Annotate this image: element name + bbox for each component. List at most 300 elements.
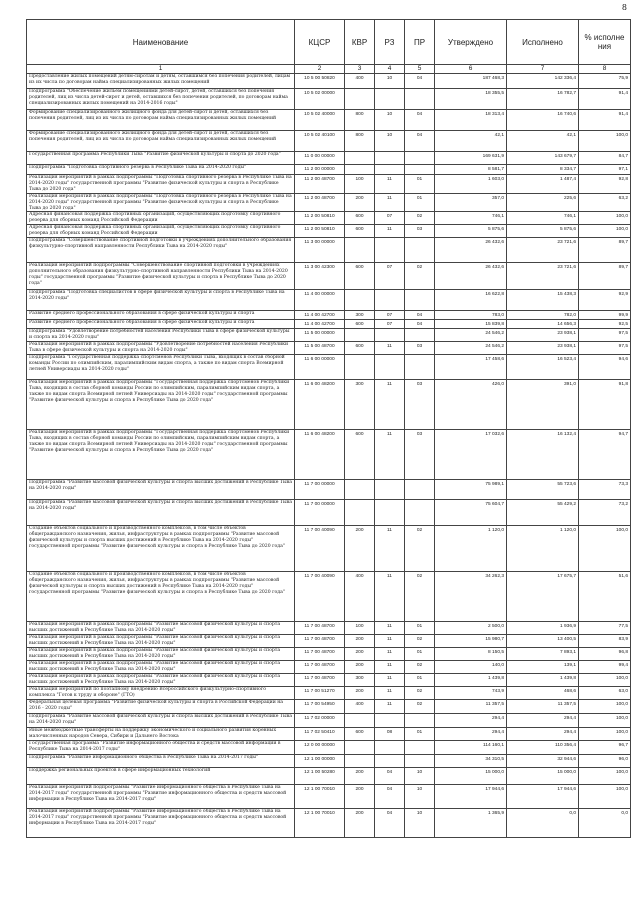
cell-kcsr: 11 7 00 00000 [295,480,345,500]
cell-kvr: 600 [345,342,375,355]
cell-kvr: 300 [345,311,375,320]
table-row [27,311,631,320]
cell-pr: 02 [405,572,435,622]
cell-kcsr: 11 3 00 00000 [295,238,345,263]
cell-approved: 5 875,6 [435,225,507,238]
cell-kvr: 200 [345,785,375,809]
cell-rz: 04 [375,809,405,838]
cell-kcsr: 11 7 00 40090 [295,572,345,622]
table-row [27,238,631,263]
cell-name: Реализация мероприятий в рамках подпрограммы "Государственная поддержка спортсменов Республики Тыва, входящих в состав сборной команды России по олимпийским, паралимпийским видам спорта, а также по видам спорта Всемирной летней Универсиады на 2014-2020 годы" государственной программы "Развитие физической культуры и спорта в Республике Тыва до 2020 года" [27,380,295,430]
cell-name: Подпрограмма "Обеспечение жильем помещениями детей-сирот, детей, оставшихся без попечения родителей, лиц из числа детей-сирот и детей, оставшихся без попечения родителей, по договорам найма специализированных жилых помещений на 2014-2016 годы" [27,89,295,110]
cell-percent: 100,0 [579,131,631,152]
column-number: 3 [345,65,375,74]
cell-rz [375,329,405,342]
cell-name: Развитие среднего профессионального образования в сфере физической культуры и спорта [27,320,295,329]
cell-kvr: 400 [345,74,375,89]
cell-kcsr: 11 7 00 48700 [295,661,345,674]
cell-executed: 1 120,0 [507,526,579,572]
column-number: 1 [27,65,295,74]
cell-rz: 11 [375,225,405,238]
table-row [27,131,631,152]
cell-pr [405,329,435,342]
table-row [27,572,631,622]
cell-pr: 03 [405,225,435,238]
cell-percent: 73,2 [579,500,631,526]
cell-name: Адресная финансовая поддержка спортивных организаций, осуществляющих подготовку спортивного резерва для сборных команд Российской Федерации [27,225,295,238]
cell-kvr [345,755,375,768]
cell-kcsr: 12 1 00 00000 [295,755,345,768]
cell-pr: 01 [405,674,435,687]
cell-kvr: 800 [345,110,375,131]
cell-rz: 11 [375,635,405,648]
column-number: 7 [507,65,579,74]
table-row [27,785,631,809]
cell-kcsr: 10 5 02 40000 [295,110,345,131]
cell-percent: 63,2 [579,194,631,212]
cell-approved: 75 989,1 [435,480,507,500]
cell-name: Государственная программа Республики Тыва "Развитие физической культуры и спорта до 2020 года" [27,152,295,165]
table-row [27,290,631,311]
table-row [27,320,631,329]
cell-executed: 8 334,7 [507,165,579,175]
table-row [27,329,631,342]
cell-executed: 42,1 [507,131,579,152]
table-row [27,741,631,755]
header-pr: ПР [405,20,435,65]
table-row [27,687,631,700]
cell-kvr: 800 [345,131,375,152]
cell-pr: 04 [405,311,435,320]
cell-approved: 15 980,7 [435,635,507,648]
table-row [27,500,631,526]
cell-percent: 99,9 [579,311,631,320]
cell-kcsr: 10 5 00 50820 [295,74,345,89]
cell-executed: 13 400,5 [507,635,579,648]
table-row [27,263,631,290]
table-row [27,635,631,648]
cell-executed: 782,0 [507,311,579,320]
cell-percent: 77,5 [579,622,631,635]
cell-name: Подпрограмма "Развитие массовой физической культуры и спорта высших достижений в Республике Тыва на 2014-2020 годы" [27,480,295,500]
cell-rz: 07 [375,311,405,320]
page-number: 8 [621,3,627,12]
cell-kvr: 600 [345,430,375,480]
cell-pr: 10 [405,785,435,809]
table-row [27,194,631,212]
cell-pr [405,480,435,500]
cell-approved: 114 160,1 [435,741,507,755]
cell-kcsr: 12 1 00 50280 [295,768,345,785]
cell-name: Формирование специализированного жилищного фонда для детей-сирот и детей, оставшихся без попечения родителей, лиц из их числа по договорам найма специализированных жилых помещений [27,131,295,152]
cell-executed: 294,4 [507,728,579,741]
cell-executed: 468,6 [507,687,579,700]
cell-name: Подпрограмма "Подготовка спортивного резерва в Республике Тыва на 2014-2020 годы" [27,165,295,175]
cell-kvr [345,329,375,342]
cell-executed: 32 944,6 [507,755,579,768]
cell-percent: 100,0 [579,728,631,741]
cell-name: Реализация мероприятий в рамках подпрограммы "Удовлетворение потребностей населения Республики Тыва в сфере физической культуры и спорта на 2014-2020 годы" [27,342,295,355]
cell-rz: 08 [375,728,405,741]
cell-rz: 11 [375,687,405,700]
cell-percent: 100,0 [579,785,631,809]
cell-percent: 89,7 [579,238,631,263]
cell-pr [405,89,435,110]
cell-rz: 11 [375,175,405,194]
header-rz: РЗ [375,20,405,65]
cell-pr: 02 [405,212,435,225]
cell-executed: 0,0 [507,809,579,838]
cell-pr [405,165,435,175]
cell-approved: 15 839,8 [435,320,507,329]
table-body [27,74,631,838]
cell-kcsr: 12 1 00 70010 [295,785,345,809]
cell-rz: 11 [375,526,405,572]
table-row [27,728,631,741]
cell-percent: 91,4 [579,110,631,131]
cell-kcsr: 11 4 00 00000 [295,290,345,311]
cell-approved: 34 310,5 [435,755,507,768]
cell-name: Реализация мероприятий в рамках подпрограммы "Развитие массовой физической культуры и спорта высших достижений в Республике Тыва на 2014-2020 годы" [27,635,295,648]
cell-approved: 426,0 [435,380,507,430]
cell-kcsr: 11 7 00 00000 [295,500,345,526]
cell-kcsr: 11 5 00 00000 [295,329,345,342]
cell-approved: 24 546,2 [435,342,507,355]
cell-kvr: 200 [345,526,375,572]
cell-pr: 02 [405,687,435,700]
cell-name: Реализация мероприятий в рамках подпрограммы "Развитие массовой физической культуры и спорта высших достижений в Республике Тыва на 2014-2020 годы" [27,648,295,661]
cell-name: Подпрограмма "Развитие массовой физической культуры и спорта высших достижений в Республике Тыва на 2014-2020 годы" [27,714,295,728]
cell-pr [405,238,435,263]
cell-name: Адресная финансовая поддержка спортивных организаций, осуществляющих подготовку спортивного резерва для сборных команд Российской Федерации [27,212,295,225]
table-row [27,165,631,175]
header-executed: Исполнено [507,20,579,65]
cell-percent: 92,9 [579,290,631,311]
table-row [27,152,631,165]
cell-percent: 94,7 [579,430,631,480]
cell-rz [375,290,405,311]
cell-percent: 99,4 [579,661,631,674]
cell-executed: 15 438,3 [507,290,579,311]
cell-name: Развитие среднего профессионального образования в сфере физической культуры и спорта [27,311,295,320]
cell-kvr: 600 [345,225,375,238]
cell-executed: 55 429,2 [507,500,579,526]
cell-percent: 63,0 [579,687,631,700]
cell-pr: 10 [405,768,435,785]
cell-kcsr: 11 7 00 48700 [295,635,345,648]
cell-kcsr: 12 0 00 00000 [295,741,345,755]
cell-pr: 03 [405,430,435,480]
cell-executed: 23 721,6 [507,238,579,263]
cell-rz: 11 [375,648,405,661]
cell-percent: 96,8 [579,648,631,661]
cell-rz: 11 [375,622,405,635]
cell-approved: 294,4 [435,728,507,741]
cell-approved: 18 355,5 [435,89,507,110]
header-approved: Утверждено [435,20,507,65]
cell-rz: 11 [375,674,405,687]
header-percent: % исполне ния [579,20,631,65]
cell-kcsr: 10 5 02 40100 [295,131,345,152]
cell-pr: 02 [405,526,435,572]
cell-pr [405,755,435,768]
cell-percent: 92,8 [579,175,631,194]
cell-executed: 16 740,6 [507,110,579,131]
cell-percent: 97,1 [579,165,631,175]
cell-kcsr: 11 4 00 42700 [295,320,345,329]
cell-approved: 17 458,6 [435,355,507,380]
cell-kvr: 200 [345,194,375,212]
cell-rz [375,500,405,526]
cell-executed: 294,4 [507,714,579,728]
cell-pr [405,741,435,755]
table-row [27,768,631,785]
cell-kcsr: 11 7 00 48700 [295,622,345,635]
cell-name: Реализация мероприятий по поэтапному внедрению Всероссийского физкультурно-спортивного комплекса "Готов к труду и обороне" (ГТО) [27,687,295,700]
cell-kcsr: 11 7 00 48700 [295,648,345,661]
cell-percent: 100,0 [579,714,631,728]
cell-executed: 1 487,4 [507,175,579,194]
cell-executed: 1 439,8 [507,674,579,687]
cell-percent: 97,5 [579,342,631,355]
cell-executed: 16 782,7 [507,89,579,110]
header-row [27,20,631,65]
cell-kvr: 100 [345,175,375,194]
cell-approved: 1 439,8 [435,674,507,687]
cell-executed: 23 721,6 [507,263,579,290]
cell-executed: 746,1 [507,212,579,225]
cell-pr: 02 [405,263,435,290]
cell-kcsr: 11 7 02 00000 [295,714,345,728]
cell-name: Реализация мероприятий подпрограммы "Развитие информационного общества в Республике Тыва на 2014-2017 годы" государственной программы "Развитие информационного общества и средств массовой информации в Республике Тыва на 2014-2017 годы" [27,785,295,809]
cell-pr: 01 [405,648,435,661]
cell-pr: 01 [405,622,435,635]
cell-kcsr: 11 2 00 50810 [295,225,345,238]
cell-pr: 04 [405,131,435,152]
cell-percent: 100,0 [579,526,631,572]
cell-name: Создание объектов социального и производственного комплексов, в том числе объектов общегражданского назначения, жилья, инфраструктуры в рамках подпрограммы "Развитие массовой физической культуры и спорта высших достижений в Республике Тыва на 2014-2020 годы" государственной программы "Развитие физической культуры и спорта в Республике Тыва до 2020 года" [27,526,295,572]
cell-executed: 16 523,4 [507,355,579,380]
cell-name: Реализация мероприятий в рамках подпрограммы "Развитие массовой физической культуры и спорта высших достижений в Республике Тыва на 2014-2020 годы" [27,674,295,687]
cell-kvr: 200 [345,809,375,838]
cell-name: Иные межбюджетные трансферты на поддержку экономического и социального развития коренных малочисленных народов Севера, Сибири и Дальнего Востока [27,728,295,741]
cell-percent: 97,5 [579,329,631,342]
cell-kvr [345,741,375,755]
cell-name: Реализация мероприятий подпрограммы "Совершенствование спортивной подготовки в учреждениях дополнительного образования физкультурно-спортивной направленности Республики Тыва на 2014-2020 годы" государственной программы "Развитие физической культуры и спорта в Республике Тыва до 2020 года" [27,263,295,290]
cell-percent: 100,0 [579,768,631,785]
cell-rz: 04 [375,768,405,785]
cell-name: Подпрограмма "Удовлетворение потребностей населения Республики Тыва в сфере физической культуры и спорта на 2014-2020 годы" [27,329,295,342]
cell-rz [375,480,405,500]
cell-rz: 11 [375,430,405,480]
table-row [27,89,631,110]
table-row [27,380,631,430]
table-row [27,674,631,687]
header-name: Наименование [27,20,295,65]
cell-approved: 26 432,6 [435,263,507,290]
cell-kvr: 200 [345,661,375,674]
cell-kvr: 600 [345,263,375,290]
cell-percent: 94,6 [579,355,631,380]
cell-approved: 1 120,0 [435,526,507,572]
cell-percent: 73,3 [579,480,631,500]
cell-kcsr: 12 1 00 70010 [295,809,345,838]
cell-approved: 746,1 [435,212,507,225]
cell-percent: 100,0 [579,700,631,714]
cell-pr: 01 [405,175,435,194]
cell-approved: 140,0 [435,661,507,674]
cell-approved: 24 546,2 [435,329,507,342]
header-kvr: КВР [345,20,375,65]
cell-kvr: 300 [345,674,375,687]
cell-pr [405,152,435,165]
cell-approved: 2 500,0 [435,622,507,635]
cell-executed: 143 679,7 [507,152,579,165]
column-number: 8 [579,65,631,74]
cell-pr: 03 [405,380,435,430]
cell-rz: 10 [375,131,405,152]
cell-kcsr: 11 7 00 51270 [295,687,345,700]
cell-executed: 139,1 [507,661,579,674]
cell-percent: 100,0 [579,674,631,687]
cell-kcsr: 11 6 00 48200 [295,380,345,430]
cell-percent: 100,0 [579,212,631,225]
cell-kcsr: 11 7 00 48700 [295,674,345,687]
table-row [27,755,631,768]
column-number: 5 [405,65,435,74]
cell-approved: 18 313,4 [435,110,507,131]
table-row [27,74,631,89]
cell-executed: 1 936,9 [507,622,579,635]
cell-name: Поддержка региональных проектов в сфере информационных технологий [27,768,295,785]
column-number: 4 [375,65,405,74]
cell-approved: 17 944,6 [435,785,507,809]
cell-approved: 26 432,6 [435,238,507,263]
cell-rz [375,152,405,165]
cell-name: Федеральная целевая программа "Развитие физической культуры и спорта в Российской Федерации на 2016 - 2020 годы" [27,700,295,714]
table-row [27,648,631,661]
cell-approved: 357,0 [435,194,507,212]
table-row [27,480,631,500]
cell-executed: 17 944,6 [507,785,579,809]
cell-rz: 11 [375,572,405,622]
cell-pr: 04 [405,74,435,89]
table-row [27,809,631,838]
cell-kcsr: 11 2 00 48700 [295,175,345,194]
cell-approved: 11 357,5 [435,700,507,714]
column-number: 6 [435,65,507,74]
cell-rz: 07 [375,212,405,225]
cell-rz: 07 [375,320,405,329]
cell-executed: 23 938,1 [507,342,579,355]
cell-kvr [345,714,375,728]
cell-name: Подпрограмма "Совершенствование спортивной подготовки в учреждениях дополнительного образования физкультурно-спортивной направленности Республики Тыва на 2014-2020 годы" [27,238,295,263]
table-row [27,110,631,131]
cell-pr: 02 [405,700,435,714]
cell-kvr: 200 [345,635,375,648]
table-row [27,342,631,355]
cell-percent: 91,8 [579,380,631,430]
cell-approved: 42,1 [435,131,507,152]
cell-approved: 16 622,8 [435,290,507,311]
cell-pr [405,290,435,311]
table-row [27,661,631,674]
cell-approved: 294,4 [435,714,507,728]
cell-percent: 0,0 [579,809,631,838]
cell-name: Реализация мероприятий в рамках подпрограммы "Государственная поддержка спортсменов Республики Тыва, входящих в состав сборной команды России по олимпийским, паралимпийским видам спорта, а также по видам спорта Всемирной летней Универсиады на 2014-2020 годы" государственной программы "Развитие физической культуры и спорта в Республике Тыва до 2020 года" [27,430,295,480]
cell-kcsr: 11 3 00 42300 [295,263,345,290]
cell-kvr: 400 [345,572,375,622]
cell-kcsr: 11 4 00 42700 [295,311,345,320]
cell-name: Реализация мероприятий в рамках подпрограммы "Подготовка спортивного резерва в Республике Тыва на 2014-2020 годы" государственной программы "Развитие физической культуры и спорта в Республике Тыва до 2020 года" [27,194,295,212]
cell-rz [375,355,405,380]
table-row [27,526,631,572]
cell-pr [405,355,435,380]
cell-name: Подпрограмма "Развитие массовой физической культуры и спорта высших достижений в Республике Тыва на 2014-2020 годы" [27,500,295,526]
cell-approved: 75 604,7 [435,500,507,526]
cell-approved: 169 631,9 [435,152,507,165]
cell-executed: 142 336,4 [507,74,579,89]
cell-name: Подпрограмма "Подготовка специалистов в сфере физической культуры и спорта в Республике Тыва на 2014-2020 годы" [27,290,295,311]
cell-kcsr: 11 2 00 00000 [295,165,345,175]
cell-executed: 23 938,1 [507,329,579,342]
cell-kvr: 600 [345,728,375,741]
cell-percent: 51,6 [579,572,631,622]
cell-kcsr: 11 7 00 40090 [295,526,345,572]
cell-kvr: 200 [345,687,375,700]
cell-percent: 92,5 [579,320,631,329]
cell-rz: 07 [375,263,405,290]
cell-percent: 83,9 [579,635,631,648]
table-row [27,175,631,194]
cell-percent: 100,0 [579,225,631,238]
cell-kvr [345,500,375,526]
cell-name: Подпрограмма "Государственная поддержка спортсменов Республики Тыва, входящих в состав сборной команды России по олимпийским, паралимпийским видам спорта, а также по видам спорта Всемирной летней Универсиады на 2014-2020 годы" [27,355,295,380]
cell-name: Реализация мероприятий в рамках подпрограммы "Развитие массовой физической культуры и спорта высших достижений в Республике Тыва на 2014-2020 годы" [27,622,295,635]
cell-percent: 75,9 [579,74,631,89]
cell-kvr [345,290,375,311]
budget-table [26,19,631,838]
cell-kvr: 200 [345,648,375,661]
cell-executed: 11 357,5 [507,700,579,714]
cell-pr: 02 [405,661,435,674]
cell-rz [375,714,405,728]
cell-pr [405,500,435,526]
cell-rz [375,755,405,768]
cell-kvr: 200 [345,768,375,785]
cell-percent: 96,0 [579,755,631,768]
cell-name: Создание объектов социального и производственного комплексов, в том числе объектов общегражданского назначения, жилья, инфраструктуры в рамках подпрограммы "Развитие массовой физической культуры и спорта высших достижений в Республике Тыва на 2014-2020 годы" государственной программы "Развитие физической культуры и спорта в Республике Тыва до 2020 года" [27,572,295,622]
cell-kcsr: 11 7 02 50410 [295,728,345,741]
cell-pr: 04 [405,110,435,131]
cell-kcsr: 11 0 00 00000 [295,152,345,165]
column-number: 2 [295,65,345,74]
cell-approved: 743,9 [435,687,507,700]
cell-approved: 15 000,0 [435,768,507,785]
cell-kvr [345,238,375,263]
cell-pr: 04 [405,320,435,329]
cell-pr: 02 [405,635,435,648]
column-number-row [27,65,631,74]
header-kcsr: КЦСР [295,20,345,65]
cell-kvr: 600 [345,212,375,225]
cell-executed: 110 356,4 [507,741,579,755]
cell-kcsr: 10 5 02 00000 [295,89,345,110]
cell-name: Формирование специализированного жилищного фонда для детей-сирот и детей, оставшихся без попечения родителей, лиц из их числа по договорам найма специализированных жилых помещений [27,110,295,131]
cell-percent: 96,7 [579,741,631,755]
cell-executed: 7 893,1 [507,648,579,661]
table-row [27,700,631,714]
